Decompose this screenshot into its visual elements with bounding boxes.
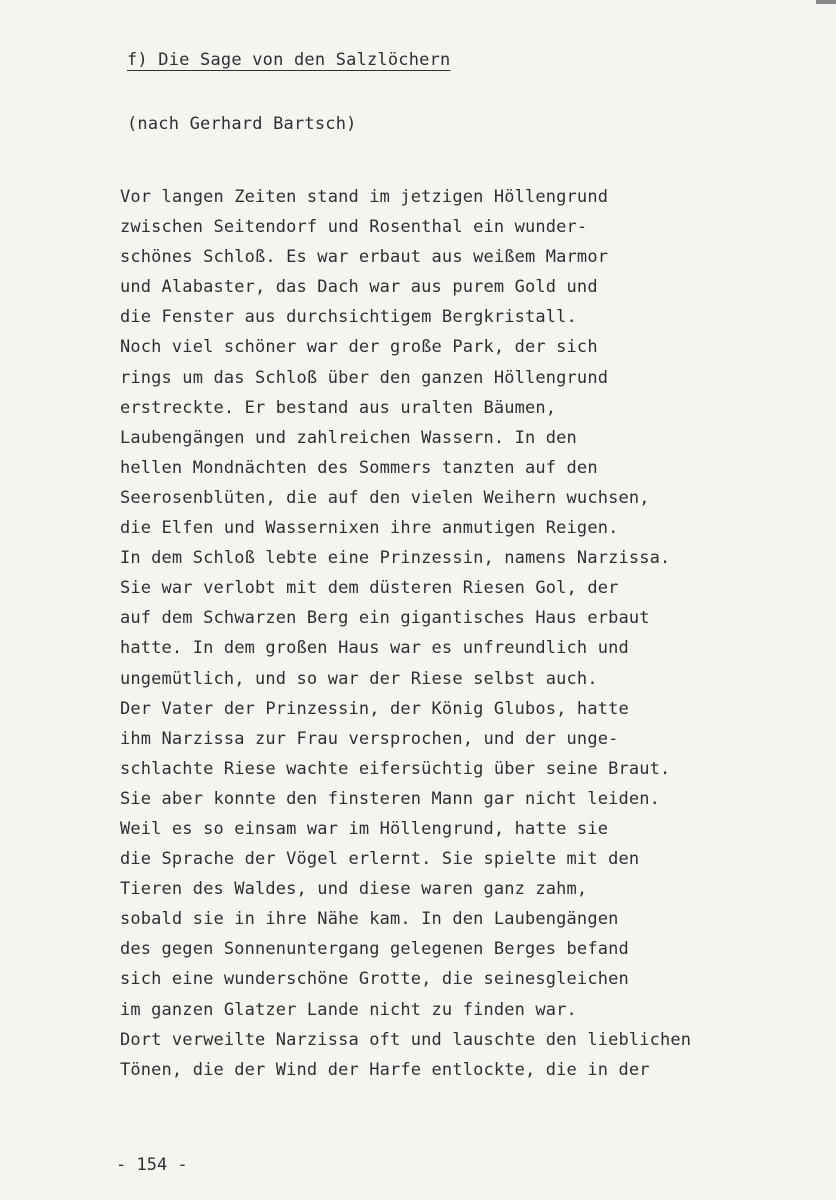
text-line: Vor langen Zeiten stand im jetzigen Höllengrund [120, 187, 609, 207]
text-line: Sie aber konnte den finsteren Mann gar nicht leiden. [120, 788, 661, 809]
text-line: und Alabaster, das Dach war aus purem Gold und [120, 277, 598, 298]
text-line: des gegen Sonnenuntergang gelegenen Berges befand [120, 939, 629, 960]
corner-mark [816, 0, 836, 4]
text-line: schlachte Riese wachte eifersüchtig über seine Braut. [120, 758, 671, 779]
text-line: sich eine wunderschöne Grotte, die seinesgleichen [120, 969, 629, 990]
text-line: Laubengängen und zahlreichen Wassern. In den [120, 427, 577, 448]
text-line: die Fenster aus durchsichtigem Bergkristall. [120, 307, 577, 328]
text-line: Der Vater der Prinzessin, der König Glubos, hatte [120, 698, 629, 719]
text-line: rings um das Schloß über den ganzen Höllengrund [120, 367, 609, 388]
text-line: im ganzen Glatzer Lande nicht zu finden war. [120, 999, 577, 1020]
text-line: ungemütlich, und so war der Riese selbst auch. [120, 668, 598, 689]
text-line: erstreckte. Er bestand aus uralten Bäumen, [120, 397, 557, 418]
text-line: Noch viel schöner war der große Park, der sich [120, 337, 598, 358]
text-line: Tieren des Waldes, und diese waren ganz zahm, [120, 879, 588, 900]
text-line: Seerosenblüten, die auf den vielen Weihern wuchsen, [120, 487, 650, 508]
text-line: auf dem Schwarzen Berg ein gigantisches Haus erbaut [120, 608, 650, 629]
text-line: hellen Mondnächten des Sommers tanzten auf den [120, 457, 598, 478]
text-line: sobald sie in ihre Nähe kam. In den Laubengängen [120, 909, 619, 930]
page-number: - 154 - [116, 1155, 188, 1175]
text-line: In dem Schloß lebte eine Prinzessin, namens Narzissa. [120, 548, 671, 569]
text-line: Dort verweilte Narzissa oft und lauschte den lieblichen [120, 1029, 692, 1050]
text-line: ihm Narzissa zur Frau versprochen, und der unge- [120, 728, 619, 749]
section-title: f) Die Sage von den Salzlöchern [127, 50, 451, 70]
text-line: hatte. In dem großen Haus war es unfreundlich und [120, 638, 629, 659]
text-line: die Elfen und Wassernixen ihre anmutigen Reigen. [120, 518, 619, 539]
text-line: schönes Schloß. Es war erbaut aus weißem Marmor [120, 247, 609, 268]
text-line: Tönen, die der Wind der Harfe entlockte, die in der [120, 1059, 650, 1080]
attribution: (nach Gerhard Bartsch) [127, 114, 357, 134]
body-text [120, 182, 820, 1085]
text-line: die Sprache der Vögel erlernt. Sie spielte mit den [120, 849, 640, 870]
text-line: Sie war verlobt mit dem düsteren Riesen Gol, der [120, 578, 619, 599]
text-line: zwischen Seitendorf und Rosenthal ein wunder- [120, 217, 588, 238]
text-line: Weil es so einsam war im Höllengrund, hatte sie [120, 818, 609, 839]
